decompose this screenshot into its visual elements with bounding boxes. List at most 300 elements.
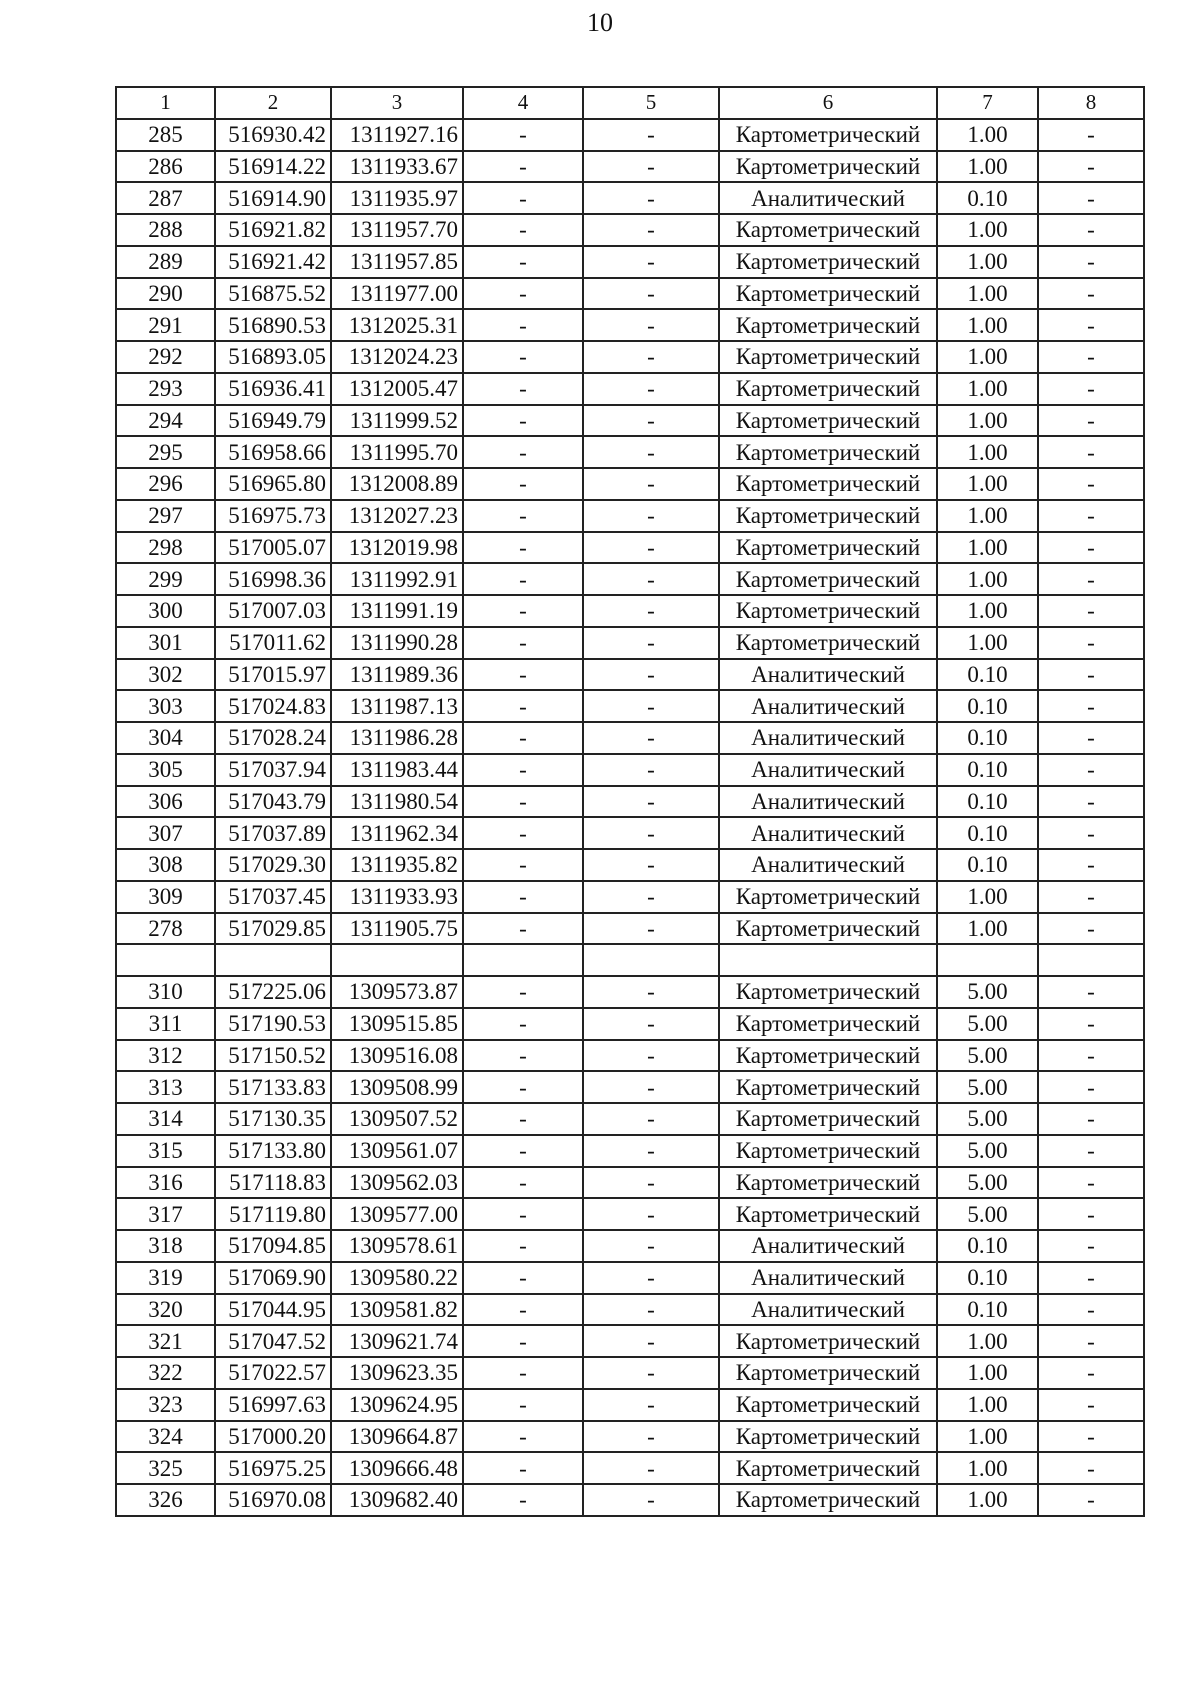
point-number-cell: 320 [116,1294,215,1326]
method-cell: Картометрический [719,1357,937,1389]
x-coordinate-cell: 517000.20 [215,1421,331,1453]
column-8-cell: - [1038,722,1144,754]
x-coordinate-cell: 516930.42 [215,119,331,151]
x-coordinate-cell: 516921.82 [215,214,331,246]
column-4-cell: - [463,1452,583,1484]
precision-cell: 1.00 [937,278,1038,310]
column-4-cell: - [463,1230,583,1262]
column-4-cell: - [463,1103,583,1135]
column-4-cell: - [463,1294,583,1326]
x-coordinate-cell: 517133.83 [215,1071,331,1103]
column-4-cell: - [463,182,583,214]
method-cell: Картометрический [719,1452,937,1484]
x-coordinate-cell: 517190.53 [215,1008,331,1040]
method-cell: Картометрический [719,151,937,183]
method-cell: Картометрический [719,1167,937,1199]
point-number-cell: 324 [116,1421,215,1453]
precision-cell: 5.00 [937,1198,1038,1230]
column-header-6: 6 [719,87,937,119]
table-row [116,881,1144,913]
y-coordinate-cell: 1309581.82 [331,1294,463,1326]
column-5-cell: - [583,1389,719,1421]
table-row [116,119,1144,151]
method-cell: Аналитический [719,1262,937,1294]
column-8-cell: - [1038,1421,1144,1453]
column-4-cell: - [463,722,583,754]
precision-cell: 5.00 [937,1135,1038,1167]
table-row [116,659,1144,691]
table-row [116,1421,1144,1453]
table-row [116,1198,1144,1230]
table-row [116,373,1144,405]
x-coordinate-cell: 517094.85 [215,1230,331,1262]
method-cell: Картометрический [719,563,937,595]
y-coordinate-cell: 1311991.19 [331,595,463,627]
precision-cell: 1.00 [937,913,1038,945]
column-8-cell: - [1038,246,1144,278]
table-row [116,754,1144,786]
precision-cell: 5.00 [937,1040,1038,1072]
precision-cell: 1.00 [937,119,1038,151]
column-8-cell: - [1038,151,1144,183]
y-coordinate-cell: 1311999.52 [331,405,463,437]
column-5-cell: - [583,532,719,564]
method-cell: Картометрический [719,468,937,500]
point-number-cell: 293 [116,373,215,405]
point-number-cell: 319 [116,1262,215,1294]
column-5-cell: - [583,786,719,818]
table-row [116,1357,1144,1389]
point-number-cell: 304 [116,722,215,754]
column-5-cell: - [583,436,719,468]
precision-cell [937,944,1038,976]
precision-cell: 0.10 [937,690,1038,722]
y-coordinate-cell: 1312024.23 [331,341,463,373]
column-5-cell: - [583,1357,719,1389]
column-4-cell [463,944,583,976]
table-row [116,849,1144,881]
table-header-row [116,87,1144,119]
x-coordinate-cell: 516890.53 [215,309,331,341]
point-number-cell: 316 [116,1167,215,1199]
precision-cell: 5.00 [937,1167,1038,1199]
table-row [116,1294,1144,1326]
point-number-cell: 326 [116,1484,215,1516]
method-cell: Аналитический [719,659,937,691]
column-8-cell: - [1038,1294,1144,1326]
y-coordinate-cell: 1309561.07 [331,1135,463,1167]
column-5-cell: - [583,595,719,627]
column-8-cell: - [1038,373,1144,405]
column-8-cell: - [1038,500,1144,532]
y-coordinate-cell: 1311957.70 [331,214,463,246]
column-5-cell: - [583,119,719,151]
y-coordinate-cell: 1311933.67 [331,151,463,183]
column-5-cell: - [583,754,719,786]
column-4-cell: - [463,309,583,341]
precision-cell: 1.00 [937,1389,1038,1421]
column-5-cell: - [583,1294,719,1326]
column-8-cell: - [1038,1167,1144,1199]
column-4-cell: - [463,151,583,183]
y-coordinate-cell: 1309577.00 [331,1198,463,1230]
column-4-cell: - [463,659,583,691]
column-5-cell: - [583,214,719,246]
table-row [116,817,1144,849]
point-number-cell: 306 [116,786,215,818]
point-number-cell: 301 [116,627,215,659]
table-row [116,1262,1144,1294]
column-8-cell: - [1038,659,1144,691]
column-header-3: 3 [331,87,463,119]
point-number-cell: 292 [116,341,215,373]
y-coordinate-cell: 1311935.82 [331,849,463,881]
precision-cell: 0.10 [937,1230,1038,1262]
x-coordinate-cell: 517047.52 [215,1325,331,1357]
column-8-cell: - [1038,1071,1144,1103]
method-cell: Картометрический [719,1135,937,1167]
column-5-cell: - [583,1071,719,1103]
column-8-cell: - [1038,595,1144,627]
table-row [116,563,1144,595]
y-coordinate-cell: 1311935.97 [331,182,463,214]
precision-cell: 1.00 [937,881,1038,913]
x-coordinate-cell: 516998.36 [215,563,331,595]
column-8-cell: - [1038,1230,1144,1262]
table-row [116,1008,1144,1040]
point-number-cell: 325 [116,1452,215,1484]
column-5-cell: - [583,563,719,595]
point-number-cell: 285 [116,119,215,151]
column-8-cell: - [1038,468,1144,500]
precision-cell: 0.10 [937,1294,1038,1326]
column-5-cell: - [583,627,719,659]
method-cell: Аналитический [719,182,937,214]
method-cell: Картометрический [719,405,937,437]
column-4-cell: - [463,1008,583,1040]
y-coordinate-cell: 1309562.03 [331,1167,463,1199]
x-coordinate-cell: 517118.83 [215,1167,331,1199]
y-coordinate-cell: 1311986.28 [331,722,463,754]
column-5-cell: - [583,1325,719,1357]
column-header-8: 8 [1038,87,1144,119]
method-cell: Аналитический [719,690,937,722]
x-coordinate-cell: 517029.30 [215,849,331,881]
column-4-cell: - [463,690,583,722]
column-5-cell: - [583,341,719,373]
column-5-cell: - [583,1484,719,1516]
x-coordinate-cell: 517029.85 [215,913,331,945]
column-5-cell: - [583,817,719,849]
column-5-cell: - [583,659,719,691]
method-cell [719,944,937,976]
column-8-cell: - [1038,1484,1144,1516]
column-header-2: 2 [215,87,331,119]
table-row [116,627,1144,659]
precision-cell: 5.00 [937,976,1038,1008]
point-number-cell: 298 [116,532,215,564]
point-number-cell: 302 [116,659,215,691]
table-row [116,405,1144,437]
y-coordinate-cell: 1311980.54 [331,786,463,818]
column-5-cell: - [583,1421,719,1453]
method-cell: Картометрический [719,1421,937,1453]
table-row [116,500,1144,532]
column-4-cell: - [463,849,583,881]
column-4-cell: - [463,1071,583,1103]
column-5-cell: - [583,1198,719,1230]
point-number-cell: 278 [116,913,215,945]
table-row [116,436,1144,468]
precision-cell: 0.10 [937,754,1038,786]
y-coordinate-cell: 1309578.61 [331,1230,463,1262]
x-coordinate-cell: 516997.63 [215,1389,331,1421]
column-8-cell: - [1038,1040,1144,1072]
column-4-cell: - [463,500,583,532]
precision-cell: 1.00 [937,1357,1038,1389]
point-number-cell: 323 [116,1389,215,1421]
column-5-cell: - [583,1230,719,1262]
table-row [116,1389,1144,1421]
column-8-cell: - [1038,182,1144,214]
precision-cell: 1.00 [937,214,1038,246]
column-header-4: 4 [463,87,583,119]
y-coordinate-cell: 1309580.22 [331,1262,463,1294]
precision-cell: 0.10 [937,1262,1038,1294]
point-number-cell: 318 [116,1230,215,1262]
column-5-cell: - [583,913,719,945]
x-coordinate-cell [215,944,331,976]
column-8-cell: - [1038,532,1144,564]
precision-cell: 1.00 [937,309,1038,341]
point-number-cell: 289 [116,246,215,278]
table-row [116,532,1144,564]
column-4-cell: - [463,595,583,627]
column-5-cell: - [583,690,719,722]
column-header-1: 1 [116,87,215,119]
table-row [116,1325,1144,1357]
y-coordinate-cell: 1309682.40 [331,1484,463,1516]
y-coordinate-cell: 1309516.08 [331,1040,463,1072]
y-coordinate-cell: 1309515.85 [331,1008,463,1040]
method-cell: Картометрический [719,309,937,341]
x-coordinate-cell: 517044.95 [215,1294,331,1326]
x-coordinate-cell: 516975.25 [215,1452,331,1484]
precision-cell: 1.00 [937,595,1038,627]
x-coordinate-cell: 517037.45 [215,881,331,913]
y-coordinate-cell: 1309666.48 [331,1452,463,1484]
column-5-cell: - [583,500,719,532]
column-5-cell: - [583,182,719,214]
page-number: 10 [587,8,613,37]
precision-cell: 1.00 [937,373,1038,405]
column-4-cell: - [463,1421,583,1453]
x-coordinate-cell: 516914.22 [215,151,331,183]
column-5-cell: - [583,405,719,437]
column-8-cell: - [1038,1262,1144,1294]
column-8-cell: - [1038,1198,1144,1230]
column-8-cell: - [1038,1135,1144,1167]
x-coordinate-cell: 517119.80 [215,1198,331,1230]
y-coordinate-cell: 1309621.74 [331,1325,463,1357]
y-coordinate-cell: 1311990.28 [331,627,463,659]
precision-cell: 1.00 [937,563,1038,595]
column-8-cell: - [1038,1008,1144,1040]
method-cell: Аналитический [719,786,937,818]
precision-cell: 0.10 [937,722,1038,754]
point-number-cell: 309 [116,881,215,913]
method-cell: Аналитический [719,754,937,786]
column-5-cell: - [583,278,719,310]
column-5-cell [583,944,719,976]
column-8-cell: - [1038,214,1144,246]
method-cell: Картометрический [719,341,937,373]
column-5-cell: - [583,881,719,913]
point-number-cell: 315 [116,1135,215,1167]
method-cell: Картометрический [719,278,937,310]
column-5-cell: - [583,373,719,405]
precision-cell: 1.00 [937,532,1038,564]
column-4-cell: - [463,754,583,786]
column-5-cell: - [583,1040,719,1072]
y-coordinate-cell: 1311933.93 [331,881,463,913]
table-row [116,151,1144,183]
column-5-cell: - [583,1262,719,1294]
column-8-cell: - [1038,849,1144,881]
y-coordinate-cell: 1311962.34 [331,817,463,849]
column-4-cell: - [463,1484,583,1516]
column-4-cell: - [463,1325,583,1357]
precision-cell: 1.00 [937,627,1038,659]
table-body [116,119,1144,1516]
table-row [116,341,1144,373]
y-coordinate-cell: 1312005.47 [331,373,463,405]
table-row [116,182,1144,214]
column-4-cell: - [463,468,583,500]
column-header-7: 7 [937,87,1038,119]
point-number-cell: 300 [116,595,215,627]
precision-cell: 1.00 [937,500,1038,532]
table-row [116,595,1144,627]
method-cell: Аналитический [719,1230,937,1262]
precision-cell: 5.00 [937,1103,1038,1135]
column-8-cell: - [1038,405,1144,437]
table-row [116,1071,1144,1103]
method-cell: Аналитический [719,722,937,754]
precision-cell: 0.10 [937,849,1038,881]
y-coordinate-cell: 1311989.36 [331,659,463,691]
x-coordinate-cell: 517015.97 [215,659,331,691]
column-8-cell: - [1038,436,1144,468]
point-number-cell: 303 [116,690,215,722]
y-coordinate-cell: 1311977.00 [331,278,463,310]
column-8-cell: - [1038,119,1144,151]
point-number-cell: 313 [116,1071,215,1103]
x-coordinate-cell: 517043.79 [215,786,331,818]
y-coordinate-cell: 1309508.99 [331,1071,463,1103]
column-4-cell: - [463,436,583,468]
table-row [116,1230,1144,1262]
column-8-cell: - [1038,881,1144,913]
column-4-cell: - [463,786,583,818]
column-4-cell: - [463,1167,583,1199]
column-8-cell: - [1038,1103,1144,1135]
x-coordinate-cell: 517007.03 [215,595,331,627]
table-row [116,690,1144,722]
precision-cell: 5.00 [937,1008,1038,1040]
coordinates-table [115,86,1145,1517]
y-coordinate-cell: 1309624.95 [331,1389,463,1421]
point-number-cell: 312 [116,1040,215,1072]
column-8-cell: - [1038,754,1144,786]
table-row [116,976,1144,1008]
table-row [116,786,1144,818]
column-4-cell: - [463,1135,583,1167]
method-cell: Картометрический [719,373,937,405]
column-4-cell: - [463,881,583,913]
column-5-cell: - [583,246,719,278]
point-number-cell: 307 [116,817,215,849]
method-cell: Картометрический [719,627,937,659]
precision-cell: 0.10 [937,659,1038,691]
x-coordinate-cell: 516936.41 [215,373,331,405]
y-coordinate-cell [331,944,463,976]
point-number-cell: 291 [116,309,215,341]
x-coordinate-cell: 517005.07 [215,532,331,564]
column-header-5: 5 [583,87,719,119]
method-cell: Картометрический [719,913,937,945]
x-coordinate-cell: 517150.52 [215,1040,331,1072]
precision-cell: 1.00 [937,246,1038,278]
y-coordinate-cell: 1311992.91 [331,563,463,595]
column-4-cell: - [463,817,583,849]
column-8-cell: - [1038,976,1144,1008]
column-5-cell: - [583,976,719,1008]
precision-cell: 1.00 [937,1452,1038,1484]
column-5-cell: - [583,1135,719,1167]
column-4-cell: - [463,976,583,1008]
column-4-cell: - [463,214,583,246]
x-coordinate-cell: 517037.89 [215,817,331,849]
precision-cell: 1.00 [937,1421,1038,1453]
precision-cell: 5.00 [937,1071,1038,1103]
x-coordinate-cell: 516921.42 [215,246,331,278]
y-coordinate-cell: 1312027.23 [331,500,463,532]
point-number-cell: 297 [116,500,215,532]
column-8-cell: - [1038,278,1144,310]
column-4-cell: - [463,563,583,595]
precision-cell: 0.10 [937,182,1038,214]
column-5-cell: - [583,468,719,500]
precision-cell: 1.00 [937,468,1038,500]
column-5-cell: - [583,849,719,881]
point-number-cell [116,944,215,976]
column-4-cell: - [463,1389,583,1421]
column-8-cell: - [1038,341,1144,373]
column-4-cell: - [463,341,583,373]
point-number-cell: 288 [116,214,215,246]
precision-cell: 1.00 [937,1325,1038,1357]
column-4-cell: - [463,1198,583,1230]
method-cell: Картометрический [719,1103,937,1135]
x-coordinate-cell: 516965.80 [215,468,331,500]
method-cell: Картометрический [719,1040,937,1072]
x-coordinate-cell: 516914.90 [215,182,331,214]
table-row [116,1484,1144,1516]
x-coordinate-cell: 516875.52 [215,278,331,310]
table-row [116,1040,1144,1072]
method-cell: Картометрический [719,1484,937,1516]
